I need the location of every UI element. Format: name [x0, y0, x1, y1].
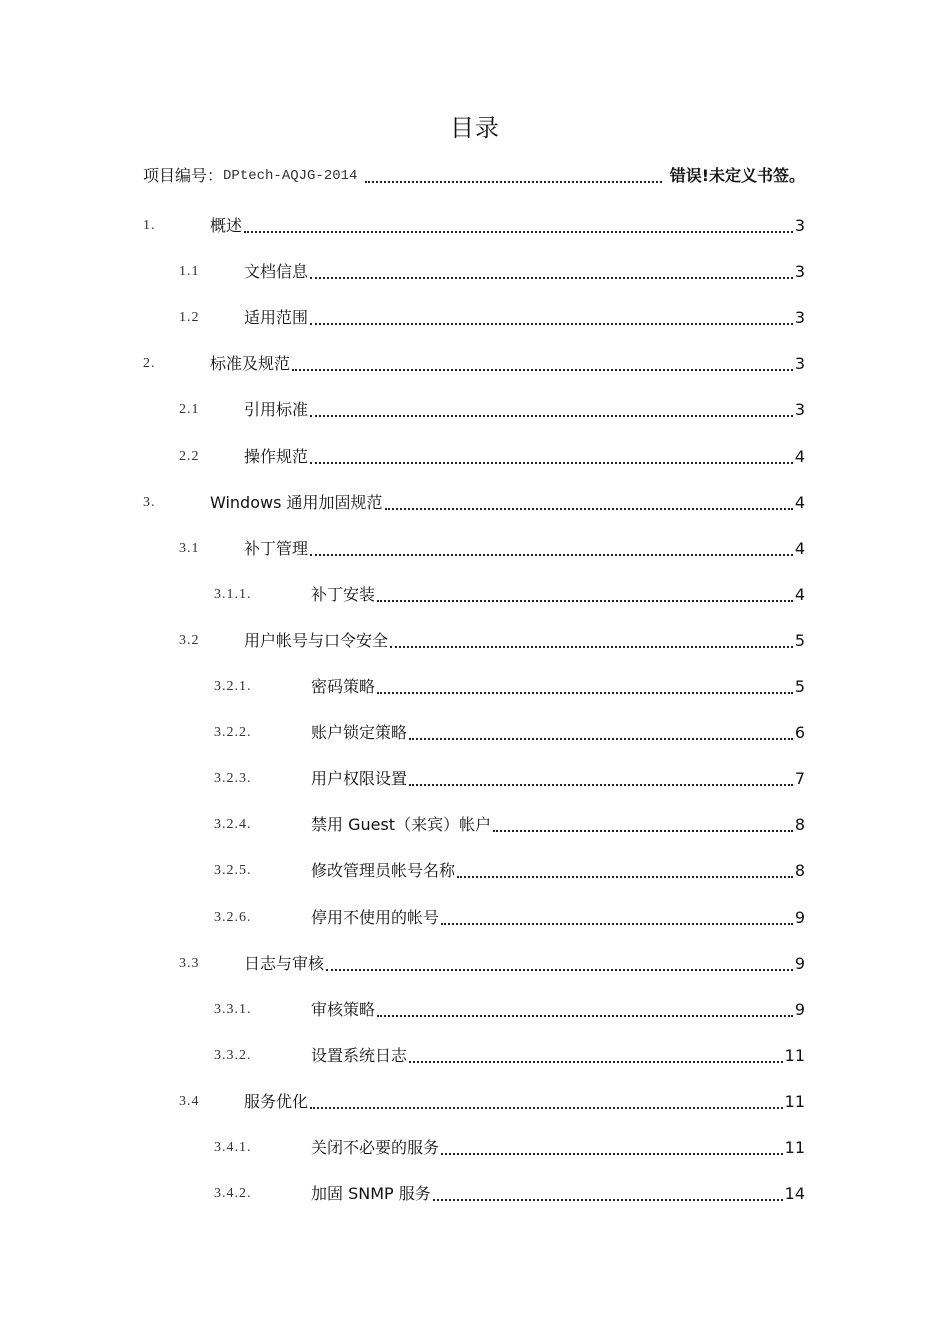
dot-leader — [409, 770, 793, 786]
toc-entry-page: 4 — [794, 539, 805, 558]
toc-entry-page: 11 — [784, 1046, 805, 1065]
toc-entry[interactable] — [214, 813, 805, 837]
dot-leader — [310, 540, 793, 556]
toc-entry-title: 引用标准 — [244, 400, 309, 419]
toc-entry-page: 7 — [794, 769, 805, 788]
toc-entry-page: 5 — [794, 677, 805, 696]
toc-title: 目录 — [450, 114, 500, 142]
toc-entry[interactable] — [214, 767, 805, 791]
dot-leader — [292, 355, 793, 371]
toc-entry-page: 11 — [784, 1138, 805, 1157]
toc-entry-number: 3.2.6. — [214, 910, 252, 925]
toc-entry-title: 补丁安装 — [311, 585, 376, 604]
toc-entry-number: 3.2.2. — [214, 725, 252, 740]
toc-entry-page: 4 — [794, 447, 805, 466]
toc-entry-page: 4 — [794, 493, 805, 512]
toc-entry-number: 3.3.2. — [214, 1048, 252, 1063]
toc-entry[interactable] — [179, 260, 805, 284]
toc-entry[interactable] — [214, 1182, 805, 1206]
toc-entry-page: 3 — [794, 354, 805, 373]
dot-leader — [310, 309, 793, 325]
toc-entry[interactable] — [214, 859, 805, 883]
toc-entry-number: 3.4.1. — [214, 1140, 252, 1155]
toc-entry-number: 3.2.3. — [214, 771, 252, 786]
toc-entry-number: 3. — [143, 495, 156, 510]
toc-entry[interactable] — [214, 1044, 805, 1068]
dot-leader — [409, 724, 793, 740]
toc-entry-number: 1.2 — [179, 310, 200, 325]
project-number-label: 项目编号： — [143, 166, 224, 185]
toc-entry-title: 加固 SNMP 服务 — [311, 1184, 431, 1203]
toc-entry-page: 8 — [794, 861, 805, 880]
bookmark-error: 错误!未定义书签。 — [669, 166, 805, 185]
toc-entry[interactable] — [179, 952, 805, 976]
dot-leader — [310, 448, 793, 464]
toc-entry[interactable] — [214, 998, 805, 1022]
toc-entry-number: 3.2.4. — [214, 817, 252, 832]
toc-entry-title: 账户锁定策略 — [311, 723, 408, 742]
dot-leader — [310, 263, 793, 279]
toc-entry-page: 9 — [794, 954, 805, 973]
project-number-line[interactable] — [143, 164, 805, 188]
toc-entry[interactable] — [179, 445, 805, 469]
toc-entry[interactable] — [179, 537, 805, 561]
toc-entry-page: 9 — [794, 908, 805, 927]
toc-entry[interactable] — [214, 675, 805, 699]
toc-entry-page: 8 — [794, 815, 805, 834]
toc-entry-number: 1.1 — [179, 264, 200, 279]
toc-entry-title: Windows 通用加固规范 — [210, 493, 383, 512]
toc-entry-number: 3.2.1. — [214, 679, 252, 694]
dot-leader — [493, 816, 793, 832]
toc-entry[interactable] — [214, 1136, 805, 1160]
toc-entry[interactable] — [214, 721, 805, 745]
toc-entry-title: 设置系统日志 — [311, 1046, 408, 1065]
toc-entry[interactable] — [214, 906, 805, 930]
toc-entry-page: 14 — [784, 1184, 805, 1203]
toc-entry[interactable] — [143, 491, 805, 515]
toc-entry-title: 修改管理员帐号名称 — [311, 861, 456, 880]
dot-leader — [441, 909, 793, 925]
dot-leader — [244, 217, 793, 233]
toc-entry-title: 服务优化 — [244, 1092, 309, 1111]
toc-entry-number: 2.2 — [179, 449, 200, 464]
toc-entry-number: 3.2.5. — [214, 863, 252, 878]
toc-entry-page: 4 — [794, 585, 805, 604]
dot-leader — [365, 167, 661, 183]
toc-entry-title: 密码策略 — [311, 677, 376, 696]
project-number-value: DPtech-AQJG-2014 — [223, 168, 358, 184]
dot-leader — [377, 586, 793, 602]
toc-entry-page: 6 — [794, 723, 805, 742]
dot-leader — [377, 1001, 793, 1017]
toc-entry-title: 停用不使用的帐号 — [311, 908, 440, 927]
toc-entry-title: 审核策略 — [311, 1000, 376, 1019]
toc-entry-number: 1. — [143, 218, 156, 233]
toc-entry-number: 2. — [143, 356, 156, 371]
toc-entry-title: 标准及规范 — [210, 354, 291, 373]
toc-entry-title: 概述 — [210, 216, 243, 235]
toc-entry-page: 3 — [794, 262, 805, 281]
toc-entry[interactable] — [143, 214, 805, 238]
toc-entry-number: 3.3.1. — [214, 1002, 252, 1017]
dot-leader — [390, 632, 793, 648]
toc-entry-number: 3.3 — [179, 956, 200, 971]
toc-entry-number: 3.4.2. — [214, 1186, 252, 1201]
toc-entry[interactable] — [179, 629, 805, 653]
toc-entry-page: 11 — [784, 1092, 805, 1111]
dot-leader — [433, 1185, 783, 1201]
dot-leader — [409, 1047, 783, 1063]
toc-entry-title: 用户权限设置 — [311, 769, 408, 788]
toc-entry-page: 3 — [794, 216, 805, 235]
toc-entry[interactable] — [179, 398, 805, 422]
toc-entry-title: 禁用 Guest（来宾）帐户 — [311, 815, 492, 834]
toc-entry-page: 5 — [794, 631, 805, 650]
dot-leader — [457, 862, 793, 878]
toc-entry-number: 3.4 — [179, 1094, 200, 1109]
toc-entry-number: 3.1 — [179, 541, 200, 556]
toc-entry-title: 关闭不必要的服务 — [311, 1138, 440, 1157]
toc-entry-number: 2.1 — [179, 402, 200, 417]
toc-entry[interactable] — [143, 352, 805, 376]
dot-leader — [310, 1093, 783, 1109]
toc-entry-number: 3.2 — [179, 633, 200, 648]
toc-entry[interactable] — [179, 306, 805, 330]
toc-entry-title: 日志与审核 — [244, 954, 325, 973]
toc-entry-title: 操作规范 — [244, 447, 309, 466]
toc-entry-title: 文档信息 — [244, 262, 309, 281]
toc-entry-title: 用户帐号与口令安全 — [244, 631, 389, 650]
toc-entry-title: 补丁管理 — [244, 539, 309, 558]
toc-entry-number: 3.1.1. — [214, 587, 252, 602]
dot-leader — [326, 955, 793, 971]
toc-entry-page: 3 — [794, 308, 805, 327]
toc-entry[interactable] — [179, 1090, 805, 1114]
dot-leader — [441, 1139, 783, 1155]
dot-leader — [385, 494, 793, 510]
toc-entry-title: 适用范围 — [244, 308, 309, 327]
toc-entry[interactable] — [214, 583, 805, 607]
toc-entry-page: 3 — [794, 400, 805, 419]
dot-leader — [310, 401, 793, 417]
toc-entry-page: 9 — [794, 1000, 805, 1019]
dot-leader — [377, 678, 793, 694]
